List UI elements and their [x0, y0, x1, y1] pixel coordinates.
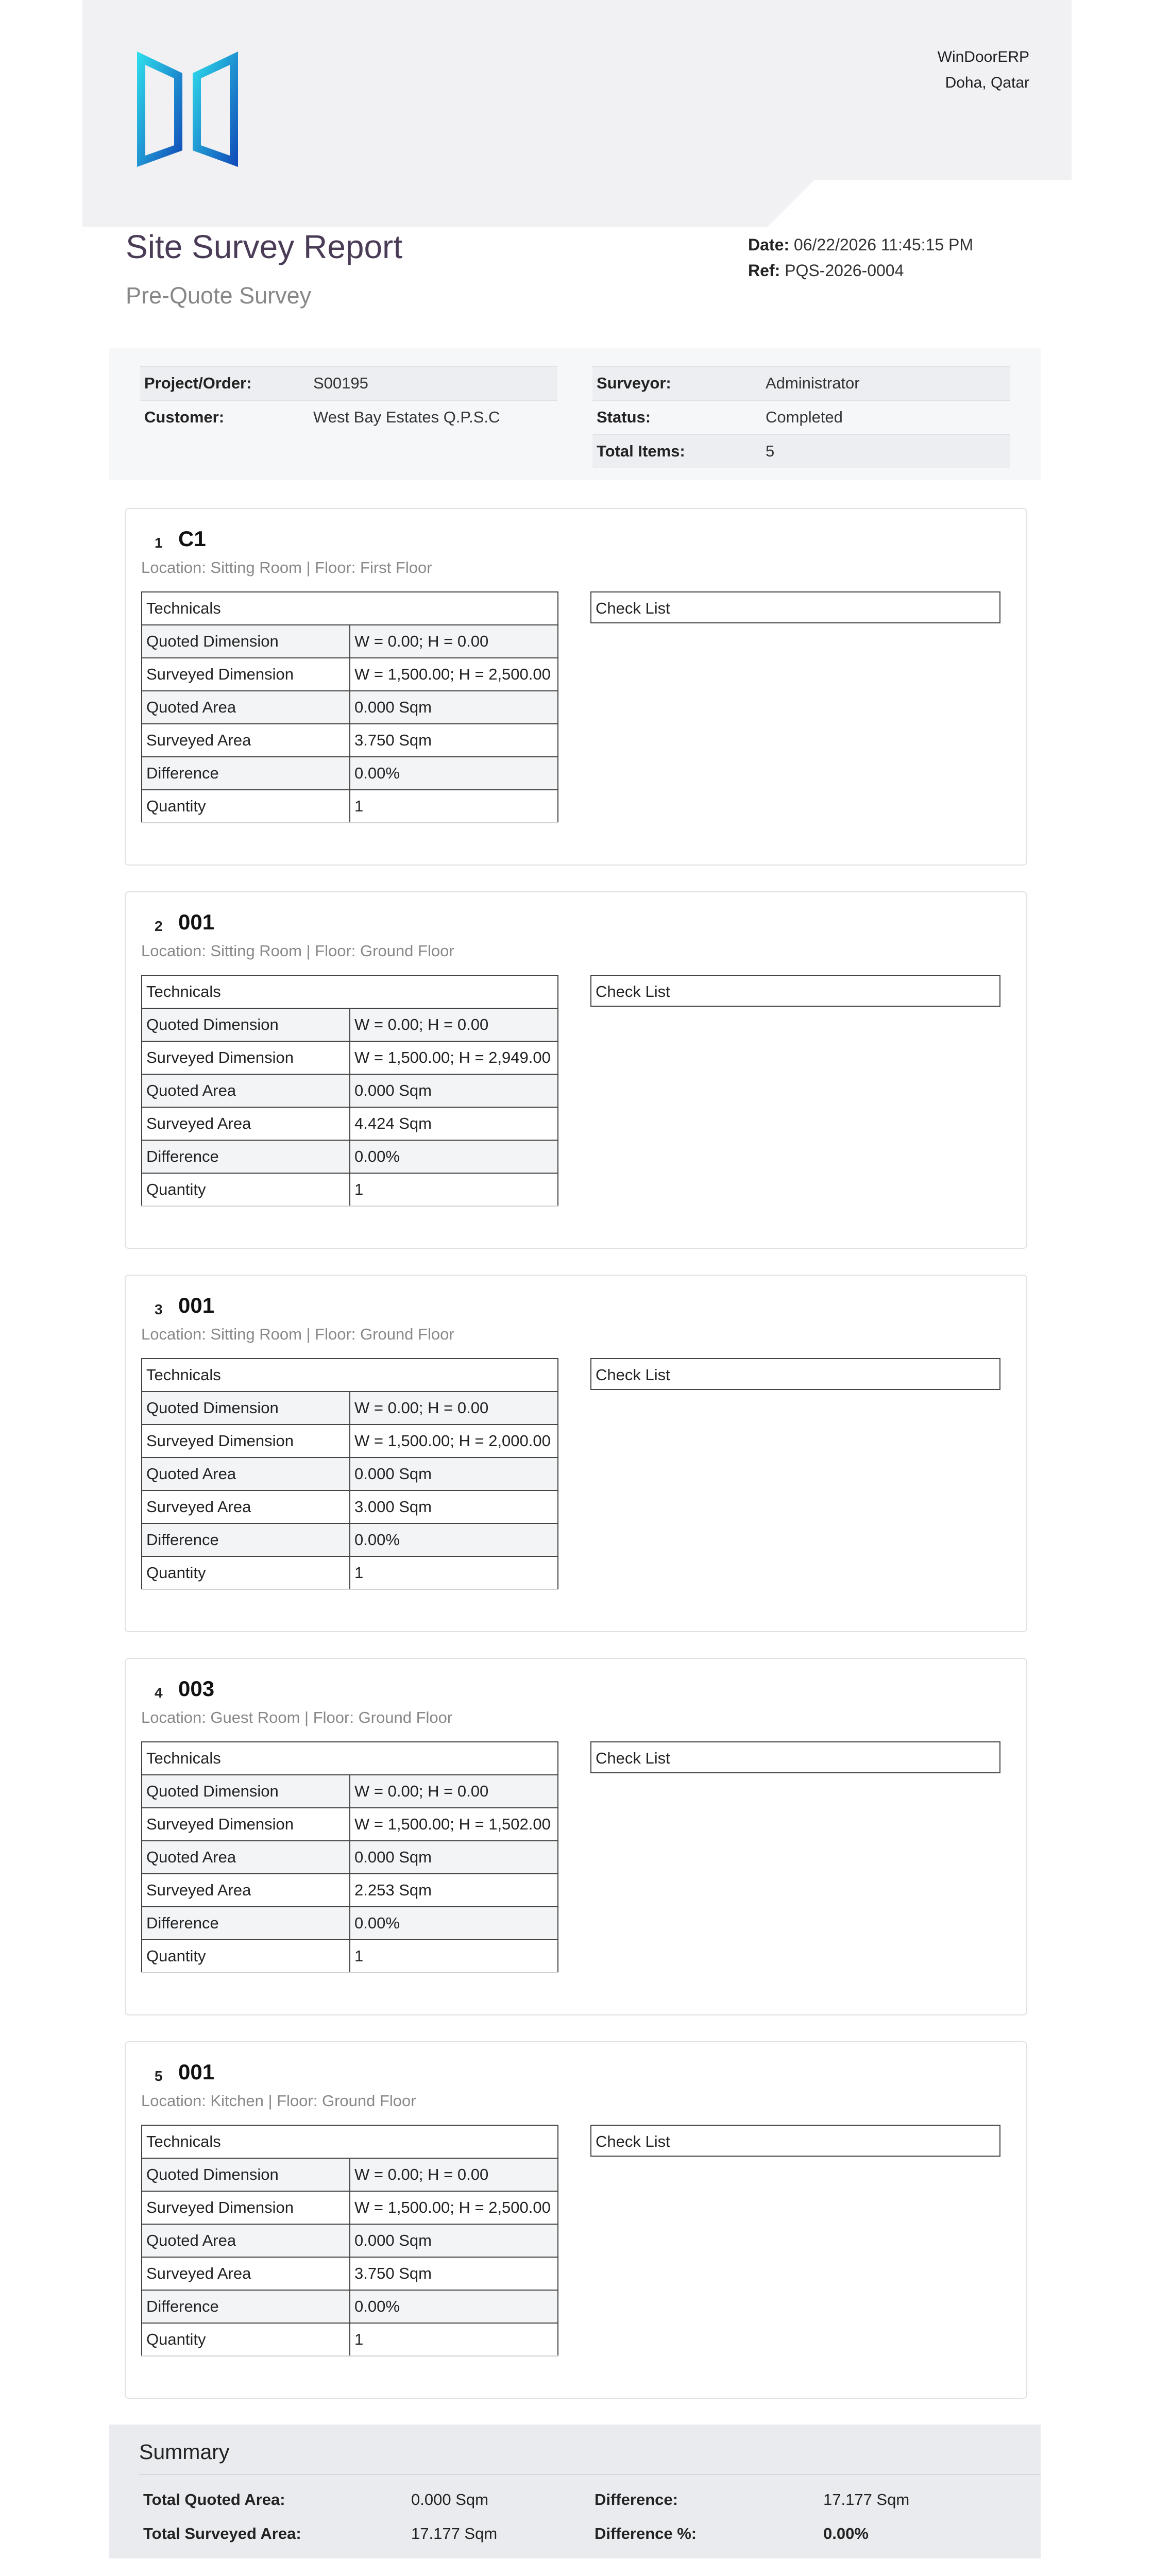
status-value: Completed [761, 400, 1010, 434]
check-list-box: Check List [590, 975, 1000, 1007]
header-notch [762, 180, 1072, 232]
item-location: Location: Sitting Room | Floor: Ground Floor [141, 942, 454, 960]
technicals-header: Technicals [142, 1359, 558, 1392]
surveyed-area-label: Surveyed Area [142, 1490, 350, 1523]
quoted-dimension-value: W = 0.00; H = 0.00 [350, 2158, 558, 2191]
difference-value: 0.00% [350, 757, 558, 790]
surveyed-area-label: Surveyed Area [142, 724, 350, 757]
item-number: 4 [155, 1685, 163, 1701]
technicals-header: Technicals [142, 2125, 558, 2158]
total-surveyed-area-value: 17.177 Sqm [411, 2524, 498, 2543]
ref-label: Ref: [748, 261, 780, 280]
item-code: 001 [178, 910, 215, 934]
check-list-box: Check List [590, 1358, 1000, 1390]
technicals-table [141, 2125, 558, 2357]
check-list-box: Check List [590, 1741, 1000, 1773]
report-subtitle: Pre-Quote Survey [126, 282, 312, 309]
survey-item-card [125, 1658, 1027, 2015]
technicals-table [141, 1741, 558, 1973]
check-list-box: Check List [590, 2125, 1000, 2157]
quoted-area-label: Quoted Area [142, 1074, 350, 1107]
quoted-dimension-value: W = 0.00; H = 0.00 [350, 1008, 558, 1041]
item-number: 1 [155, 535, 163, 551]
company-location: Doha, Qatar [945, 74, 1029, 91]
total-items-label: Total Items: [592, 434, 761, 468]
difference-label: Difference: [595, 2490, 678, 2509]
quantity-value: 1 [350, 790, 558, 823]
status-label: Status: [592, 400, 761, 434]
total-items-value: 5 [761, 434, 1010, 468]
difference-label: Difference [142, 1523, 350, 1556]
report-date: 06/22/2026 11:45:15 PM [793, 235, 974, 254]
project-value: S00195 [309, 366, 557, 400]
item-code: 003 [178, 1676, 215, 1701]
check-list-box: Check List [590, 591, 1000, 623]
technicals-table [141, 1358, 558, 1590]
summary-panel [109, 2425, 1041, 2558]
quoted-dimension-label: Quoted Dimension [142, 2158, 350, 2191]
customer-label: Customer: [140, 400, 309, 434]
surveyor-value: Administrator [761, 366, 1010, 400]
quoted-area-label: Quoted Area [142, 2224, 350, 2257]
quoted-dimension-value: W = 0.00; H = 0.00 [350, 1392, 558, 1425]
surveyed-dimension-label: Surveyed Dimension [142, 1425, 350, 1458]
quoted-dimension-value: W = 0.00; H = 0.00 [350, 1775, 558, 1808]
technicals-header: Technicals [142, 975, 558, 1008]
item-code: 001 [178, 1293, 215, 1317]
quoted-area-label: Quoted Area [142, 1458, 350, 1490]
surveyed-dimension-value: W = 1,500.00; H = 1,502.00 [350, 1808, 558, 1841]
difference-pct-label: Difference %: [595, 2524, 697, 2543]
quantity-label: Quantity [142, 1940, 350, 1973]
difference-value: 0.00% [350, 1523, 558, 1556]
quantity-value: 1 [350, 1173, 558, 1206]
quoted-area-label: Quoted Area [142, 1841, 350, 1874]
total-quoted-area-label: Total Quoted Area: [143, 2490, 285, 2509]
item-location: Location: Sitting Room | Floor: Ground Floor [141, 1325, 454, 1343]
surveyed-area-label: Surveyed Area [142, 1107, 350, 1140]
difference-value: 17.177 Sqm [823, 2490, 910, 2509]
difference-value: 0.00% [350, 1140, 558, 1173]
quoted-area-value: 0.000 Sqm [350, 1841, 558, 1874]
date-label: Date: [748, 235, 790, 254]
difference-value: 0.00% [350, 1907, 558, 1940]
technicals-header: Technicals [142, 1742, 558, 1775]
summary-title: Summary [139, 2440, 230, 2464]
quantity-label: Quantity [142, 1556, 350, 1589]
technicals-table [141, 591, 558, 823]
item-location: Location: Guest Room | Floor: Ground Floor [141, 1708, 453, 1726]
item-number: 2 [155, 918, 163, 934]
quantity-value: 1 [350, 1556, 558, 1589]
difference-label: Difference [142, 1907, 350, 1940]
report-title: Site Survey Report [126, 228, 403, 265]
quoted-area-label: Quoted Area [142, 691, 350, 724]
quoted-area-value: 0.000 Sqm [350, 1458, 558, 1490]
surveyed-dimension-value: W = 1,500.00; H = 2,500.00 [350, 658, 558, 691]
difference-label: Difference [142, 757, 350, 790]
difference-label: Difference [142, 1140, 350, 1173]
company-info [938, 44, 1029, 96]
technicals-table [141, 975, 558, 1207]
quoted-area-value: 0.000 Sqm [350, 2224, 558, 2257]
quoted-dimension-label: Quoted Dimension [142, 1392, 350, 1425]
quantity-label: Quantity [142, 1173, 350, 1206]
surveyed-area-value: 2.253 Sqm [350, 1874, 558, 1907]
difference-pct-value: 0.00% [823, 2524, 869, 2543]
survey-item-card [125, 508, 1027, 866]
surveyed-area-value: 3.750 Sqm [350, 2257, 558, 2290]
total-quoted-area-value: 0.000 Sqm [411, 2490, 488, 2509]
item-location: Location: Kitchen | Floor: Ground Floor [141, 2092, 416, 2110]
surveyed-dimension-value: W = 1,500.00; H = 2,949.00 [350, 1041, 558, 1074]
surveyed-dimension-label: Surveyed Dimension [142, 1041, 350, 1074]
item-number: 3 [155, 1301, 163, 1317]
surveyed-dimension-label: Surveyed Dimension [142, 658, 350, 691]
quoted-dimension-label: Quoted Dimension [142, 625, 350, 658]
survey-item-card [125, 2041, 1027, 2399]
surveyed-area-value: 3.000 Sqm [350, 1490, 558, 1523]
info-panel [109, 348, 1041, 480]
report-meta [748, 232, 973, 283]
project-label: Project/Order: [140, 366, 309, 400]
quoted-area-value: 0.000 Sqm [350, 691, 558, 724]
report-page [82, 0, 1072, 2576]
summary-divider [139, 2474, 1041, 2475]
quoted-area-value: 0.000 Sqm [350, 1074, 558, 1107]
survey-item-card [125, 891, 1027, 1249]
surveyed-area-label: Surveyed Area [142, 2257, 350, 2290]
surveyed-dimension-label: Surveyed Dimension [142, 1808, 350, 1841]
technicals-header: Technicals [142, 592, 558, 625]
quoted-dimension-label: Quoted Dimension [142, 1775, 350, 1808]
surveyed-dimension-label: Surveyed Dimension [142, 2191, 350, 2224]
difference-value: 0.00% [350, 2290, 558, 2323]
surveyed-area-label: Surveyed Area [142, 1874, 350, 1907]
info-table-right [592, 366, 1010, 468]
windoor-logo-icon [132, 47, 243, 171]
quantity-label: Quantity [142, 2323, 350, 2356]
difference-label: Difference [142, 2290, 350, 2323]
item-code: 001 [178, 2060, 215, 2084]
surveyed-area-value: 3.750 Sqm [350, 724, 558, 757]
quantity-value: 1 [350, 2323, 558, 2356]
surveyor-label: Surveyor: [592, 366, 761, 400]
surveyed-dimension-value: W = 1,500.00; H = 2,500.00 [350, 2191, 558, 2224]
customer-value: West Bay Estates Q.P.S.C [309, 400, 557, 434]
item-number: 5 [155, 2068, 163, 2084]
surveyed-area-value: 4.424 Sqm [350, 1107, 558, 1140]
survey-item-card [125, 1275, 1027, 1632]
quoted-dimension-value: W = 0.00; H = 0.00 [350, 625, 558, 658]
report-ref: PQS-2026-0004 [785, 261, 904, 280]
quantity-value: 1 [350, 1940, 558, 1973]
quoted-dimension-label: Quoted Dimension [142, 1008, 350, 1041]
surveyed-dimension-value: W = 1,500.00; H = 2,000.00 [350, 1425, 558, 1458]
info-table-left [140, 366, 557, 434]
item-location: Location: Sitting Room | Floor: First Floor [141, 558, 432, 577]
quantity-label: Quantity [142, 790, 350, 823]
item-code: C1 [178, 527, 206, 551]
total-surveyed-area-label: Total Surveyed Area: [143, 2524, 301, 2543]
company-name: WinDoorERP [937, 48, 1029, 65]
